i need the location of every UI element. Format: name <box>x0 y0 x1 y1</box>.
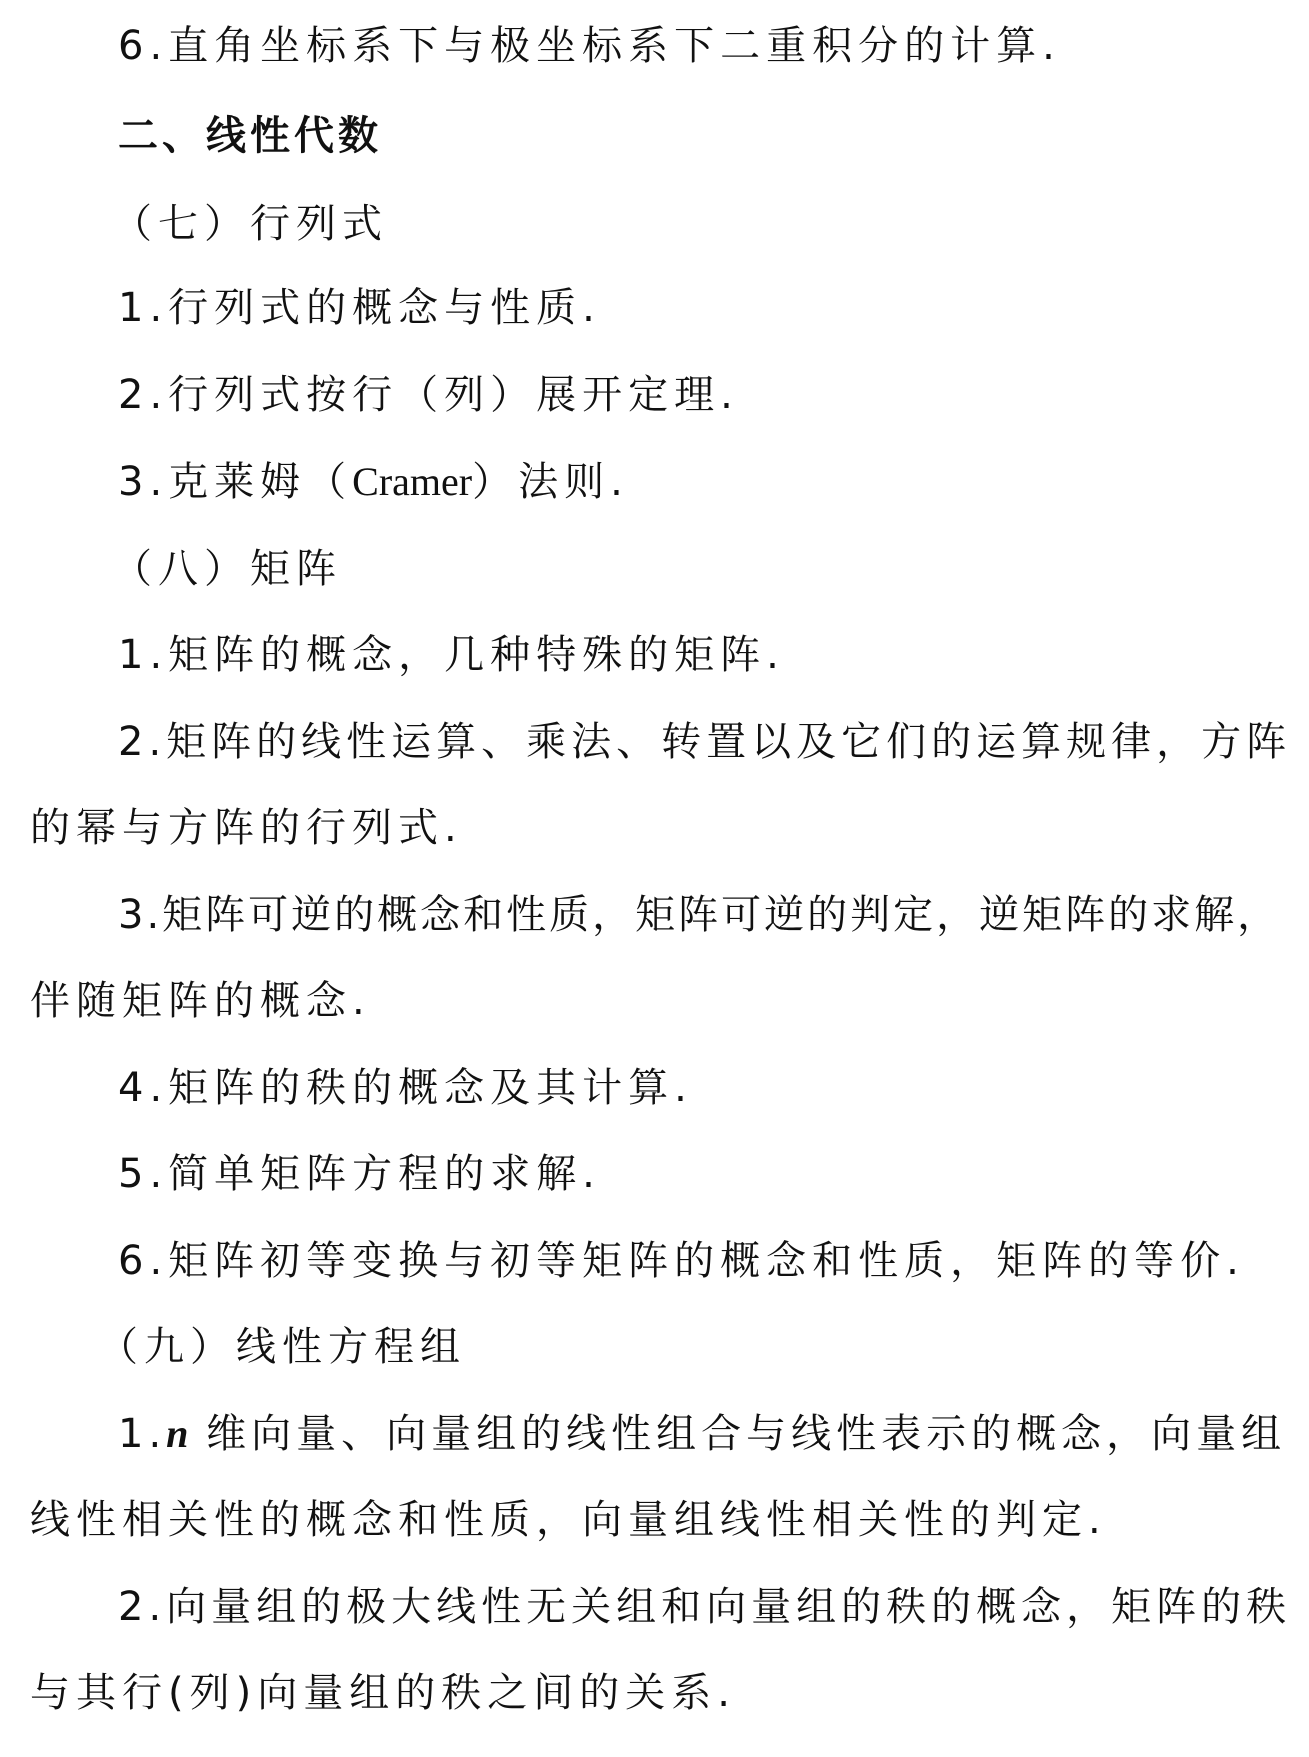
item-matrix-inverse: 3.矩阵可逆的概念和性质，矩阵可逆的判定，逆矩阵的求解， <box>118 892 1281 938</box>
item-determinant-concept: 1.行列式的概念与性质. <box>118 285 601 331</box>
cramer-prefix: 3.克莱姆（ <box>118 459 353 505</box>
vector-item-number: 1. <box>118 1411 167 1457</box>
subsection-linear-equations: （九）线性方程组 <box>98 1324 466 1370</box>
vector-item-text: 维向量、向量组的线性组合与线性表示的概念，向量组 <box>188 1411 1287 1457</box>
vector-dimension-n: n <box>166 1411 189 1456</box>
item-matrix-equation: 5.简单矩阵方程的求解. <box>118 1151 601 1197</box>
item-vector-rank-cont: 与其行(列)向量组的秩之间的关系. <box>30 1670 736 1716</box>
cramer-suffix: ）法则. <box>472 459 629 505</box>
item-matrix-concept: 1.矩阵的概念，几种特殊的矩阵. <box>118 632 785 678</box>
cramer-name: Cramer <box>352 459 473 504</box>
item-determinant-expansion: 2.行列式按行（列）展开定理. <box>118 372 739 418</box>
item-vector-rank: 2.向量组的极大线性无关组和向量组的秩的概念，矩阵的秩 <box>118 1584 1292 1630</box>
item-elementary-transform: 6.矩阵初等变换与初等矩阵的概念和性质，矩阵的等价. <box>118 1238 1245 1284</box>
item-matrix-operations-cont: 的幂与方阵的行列式. <box>30 805 463 851</box>
item-double-integral: 6.直角坐标系下与极坐标系下二重积分的计算. <box>118 23 1061 69</box>
item-cramer-rule <box>118 456 629 508</box>
section-heading-linear-algebra: 二、线性代数 <box>118 113 382 159</box>
item-vector-linear-combination <box>118 1408 1286 1460</box>
item-matrix-operations: 2.矩阵的线性运算、乘法、转置以及它们的运算规律，方阵 <box>118 719 1292 765</box>
item-matrix-rank: 4.矩阵的秩的概念及其计算. <box>118 1065 693 1111</box>
subsection-determinant: （七）行列式 <box>112 201 388 247</box>
subsection-matrix: （八）矩阵 <box>112 546 342 592</box>
item-vector-linear-combination-cont: 线性相关性的概念和性质，向量组线性相关性的判定. <box>30 1497 1107 1543</box>
item-matrix-inverse-cont: 伴随矩阵的概念. <box>30 978 371 1024</box>
